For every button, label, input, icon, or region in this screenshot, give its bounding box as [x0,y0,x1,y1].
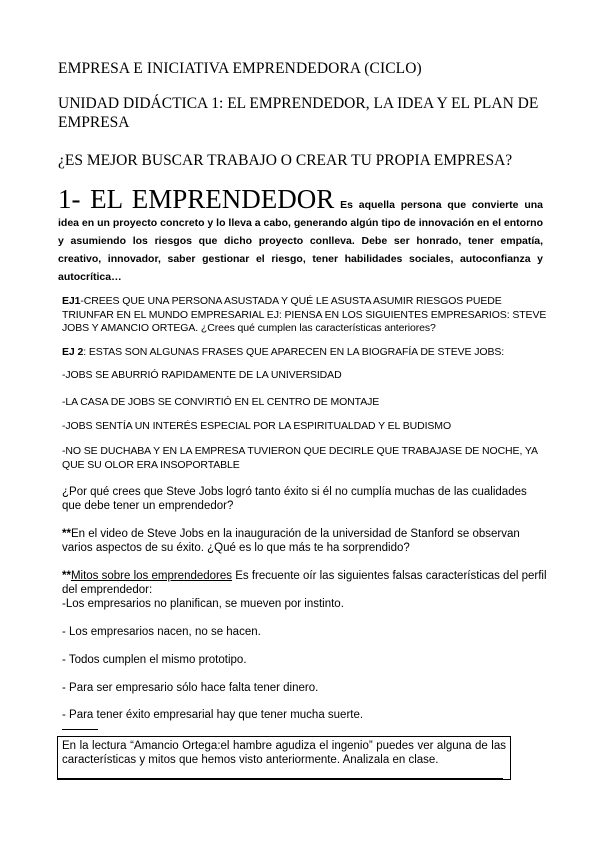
exercise-1-label: EJ1 [62,295,81,307]
stanford-question [62,527,547,555]
myth-item: -Los empresarios no planifican, se mueven por instinto. [62,598,344,610]
exercise-2-label: EJ 2 [62,346,84,358]
myth-item: - Los empresarios nacen, no se hacen. [62,626,261,638]
unit-title: UNIDAD DIDÁCTICA 1: EL EMPRENDEDOR, LA IDEA Y EL PLAN DE EMPRESA [58,95,539,131]
stanford-text: En el video de Steve Jobs en la inauguración de la universidad de Stanford se observan varios aspectos de su éxito. ¿Qué es lo que más te ha sorprendido? [62,528,520,554]
myth-item: - Todos cumplen el mismo prototipo. [62,654,247,666]
myths-intro-text: Es frecuente oír las siguientes falsas características del perfil del emprendedor: [62,570,547,596]
myth-item: - Para tener éxito empresarial hay que tener mucha suerte. [62,709,364,721]
exercise-2-text: : ESTAS SON ALGUNAS FRASES QUE APARECEN EN LA BIOGRAFÍA DE STEVE JOBS: [83,346,505,358]
myths-prefix: ** [62,570,71,582]
myth-item: - Para ser empresario sólo hace falta tener dinero. [62,682,319,694]
jobs-phrase: -NO SE DUCHABA Y EN LA EMPRESA TUVIERON QUE DECIRLE QUE TRABAJASE DE NOCHE, YA QUE SU OLOR ERA INSOPORTABLE [62,445,538,471]
section-heading: 1- EL EMPRENDEDOR [58,184,335,214]
jobs-phrase: -JOBS SE ABURRIÓ RAPIDAMENTE DE LA UNIVERSIDAD [62,369,342,381]
exercise-2 [62,346,547,360]
jobs-phrase: -JOBS SENTÍA UN INTERÉS ESPECIAL POR LA ESPIRITUALDAD Y EL BUDISMO [62,420,452,432]
entrepreneur-definition: Es aquella persona que convierte una idea en un proyecto concreto y lo lleva a cabo, generando algún tipo de innovación en el entorno y asumiendo los riesgos que dicho proyecto conlleva. Debe ser honrado, tener empatía, creativo, innovador, saber gestionar el riesgo, tener habilidades sociales, autoconfianza y autocrítica… [58,199,543,283]
course-title: EMPRESA E INICIATIVA EMPRENDEDORA (CICLO) [58,60,422,77]
myths-intro [62,569,547,597]
stanford-prefix: ** [62,528,71,540]
jobs-success-question: ¿Por qué crees que Steve Jobs logró tanto éxito si él no cumplía muchas de las cualidades que debe tener un emprendedor? [62,486,527,512]
reading-box: En la lectura “Amancio Ortega:el hambre agudiza el ingenio” puedes ver alguna de las características y mitos que hemos visto anteriormente. Analizala en clase. [57,736,511,780]
reading-box-underline [57,778,503,779]
exercise-1-text: -CREES QUE UNA PERSONA ASUSTADA Y QUÉ LE ASUSTA ASUMIR RIESGOS PUEDE TRIUNFAR EN EL MUNDO EMPRESARIAL EJ: PIENSA EN LOS SIGUIENTES EMPRESARIOS: STEVE JOBS Y AMANCIO ORTEGA. ¿Crees qué cumplen las características anteriores? [62,295,547,334]
jobs-phrase: -LA CASA DE JOBS SE CONVIRTIÓ EN EL CENTRO DE MONTAJE [62,396,380,408]
myths-title: Mitos sobre los emprendedores [70,570,233,582]
exercise-1 [62,295,547,336]
entrepreneur-section [58,184,543,285]
divider [62,729,98,730]
main-question: ¿ES MEJOR BUSCAR TRABAJO O CREAR TU PROPIA EMPRESA? [58,152,513,169]
